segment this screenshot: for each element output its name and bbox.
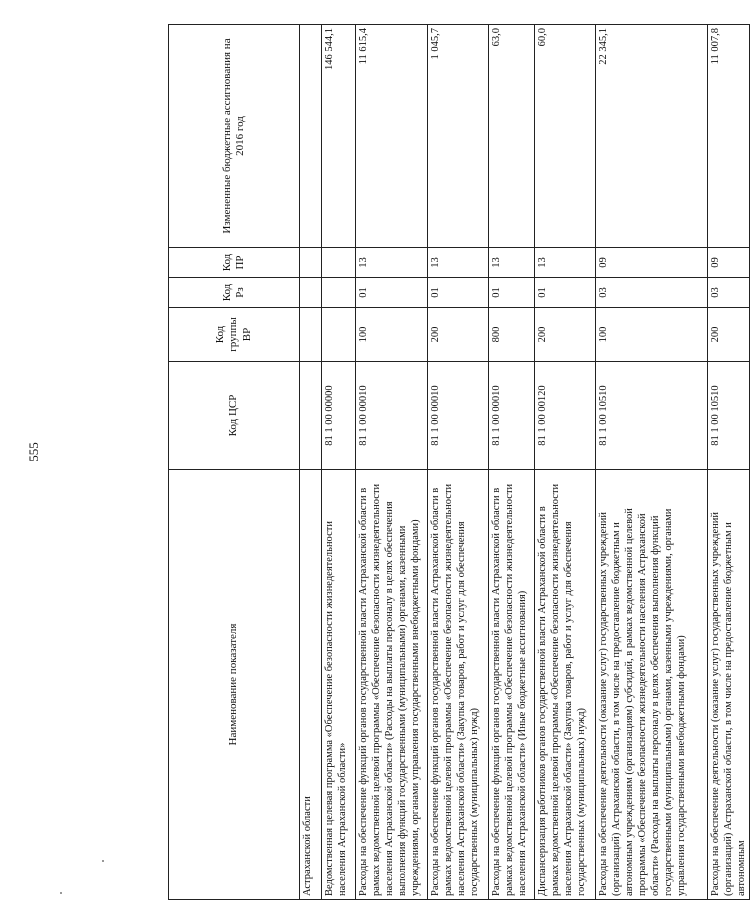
cell-sum: 1 045,7 (428, 25, 489, 248)
rotated-table-wrapper (168, 25, 747, 900)
table-row (535, 25, 596, 900)
header-csr: Код ЦСР (169, 362, 300, 470)
budget-table (168, 24, 750, 900)
cell-csr: 81 1 00 10510 (708, 362, 750, 470)
cell-csr: 81 1 00 00010 (428, 362, 489, 470)
cell-name: Расходы на обеспечение функций органов государственной власти Астраханской области в рамках ведомственной целевой программы «Обеспечение безопасности жизнедеятельности населения Астраханской области» (Закупка товаров, работ и услуг для обеспечения государственных (муниципальных) нужд) (428, 470, 489, 900)
cell-name: Диспансеризация работников органов государственной власти Астраханской области в рамках ведомственной целевой программы «Обеспечение безопасности жизнедеятельности населения Астраханской области» (Закупка товаров, работ и услуг для обеспечения государственных (муниципальных) нужд) (535, 470, 596, 900)
cell-rz: 01 (428, 278, 489, 308)
cell-name: Астраханской области (300, 470, 322, 900)
cell-csr: 81 1 00 10510 (596, 362, 708, 470)
cell-pr: 09 (708, 248, 750, 278)
cell-csr: 81 1 00 00000 (322, 362, 356, 470)
cell-pr (300, 248, 322, 278)
cell-csr: 81 1 00 00010 (356, 362, 428, 470)
header-pr: Код ПР (169, 248, 300, 278)
table-row (428, 25, 489, 900)
cell-sum: 22 345,1 (596, 25, 708, 248)
cell-vr (300, 308, 322, 362)
cell-name: Расходы на обеспечение функций органов государственной власти Астраханской области в рамках ведомственной целевой программы «Обеспечение безопасности жизнедеятельности населения Астраханской области» (Иные бюджетные ассигнования) (489, 470, 535, 900)
cell-rz: 01 (489, 278, 535, 308)
cell-sum: 63,0 (489, 25, 535, 248)
cell-pr: 13 (428, 248, 489, 278)
cell-rz (322, 278, 356, 308)
header-name: Наименование показателя (169, 470, 300, 900)
header-sum: Измененные бюджетные ассигнования на 2016 год (169, 25, 300, 248)
cell-csr: 81 1 00 00120 (535, 362, 596, 470)
page-number: 555 (26, 442, 41, 462)
cell-vr (322, 308, 356, 362)
cell-pr: 13 (535, 248, 596, 278)
cell-pr: 09 (596, 248, 708, 278)
scan-speck (102, 860, 104, 862)
table-row (322, 25, 356, 900)
cell-vr: 200 (535, 308, 596, 362)
cell-name: Расходы на обеспечение деятельности (оказание услуг) государственных учреждений (организаций) Астраханской области, в том числе на предоставление бюджетным и автономным (708, 470, 750, 900)
table-row (596, 25, 708, 900)
cell-vr: 800 (489, 308, 535, 362)
table-row (300, 25, 322, 900)
cell-sum: 146 544,1 (322, 25, 356, 248)
cell-name: Расходы на обеспечение деятельности (оказание услуг) государственных учреждений (организаций) Астраханской области, в том числе на предоставление бюджетным и автономным учреждениям (организациям) субсидий, в рамках ведомственной целевой программы «Обеспечение безопасности жизнедеятельности населения Астраханской области» (Расходы на выплаты персоналу в целях обеспечения выполнения функций государственными (муниципальными) органами, казенными учреждениями, органами управления государственными внебюджетными фондами) (596, 470, 708, 900)
cell-vr: 200 (708, 308, 750, 362)
cell-sum (300, 25, 322, 248)
cell-csr (300, 362, 322, 470)
table-row (489, 25, 535, 900)
cell-pr (322, 248, 356, 278)
cell-sum: 11 615,4 (356, 25, 428, 248)
cell-rz: 03 (708, 278, 750, 308)
cell-pr: 13 (489, 248, 535, 278)
header-vr: Код группы ВР (169, 308, 300, 362)
cell-vr: 100 (356, 308, 428, 362)
table-row (356, 25, 428, 900)
cell-vr: 200 (428, 308, 489, 362)
table-header-row (169, 25, 300, 900)
cell-vr: 100 (596, 308, 708, 362)
scan-speck (60, 892, 62, 894)
header-rz: Код Рз (169, 278, 300, 308)
cell-sum: 11 007,8 (708, 25, 750, 248)
cell-csr: 81 1 00 00010 (489, 362, 535, 470)
cell-pr: 13 (356, 248, 428, 278)
cell-name: Расходы на обеспечение функций органов государственной власти Астраханской области в рамках ведомственной целевой программы «Обеспечение безопасности жизнедеятельности населения Астраханской области» (Расходы на выплаты персоналу в целях обеспечения выполнения функций государственными (муниципальными) органами, казенными учреждениями, органами управления государственными внебюджетными фондами) (356, 470, 428, 900)
cell-sum: 60,0 (535, 25, 596, 248)
cell-rz: 01 (535, 278, 596, 308)
cell-rz: 03 (596, 278, 708, 308)
cell-rz (300, 278, 322, 308)
cell-rz: 01 (356, 278, 428, 308)
table-row (708, 25, 750, 900)
cell-name: Ведомственная целевая программа «Обеспечение безопасности жизнедеятельности населения Астраханской области» (322, 470, 356, 900)
